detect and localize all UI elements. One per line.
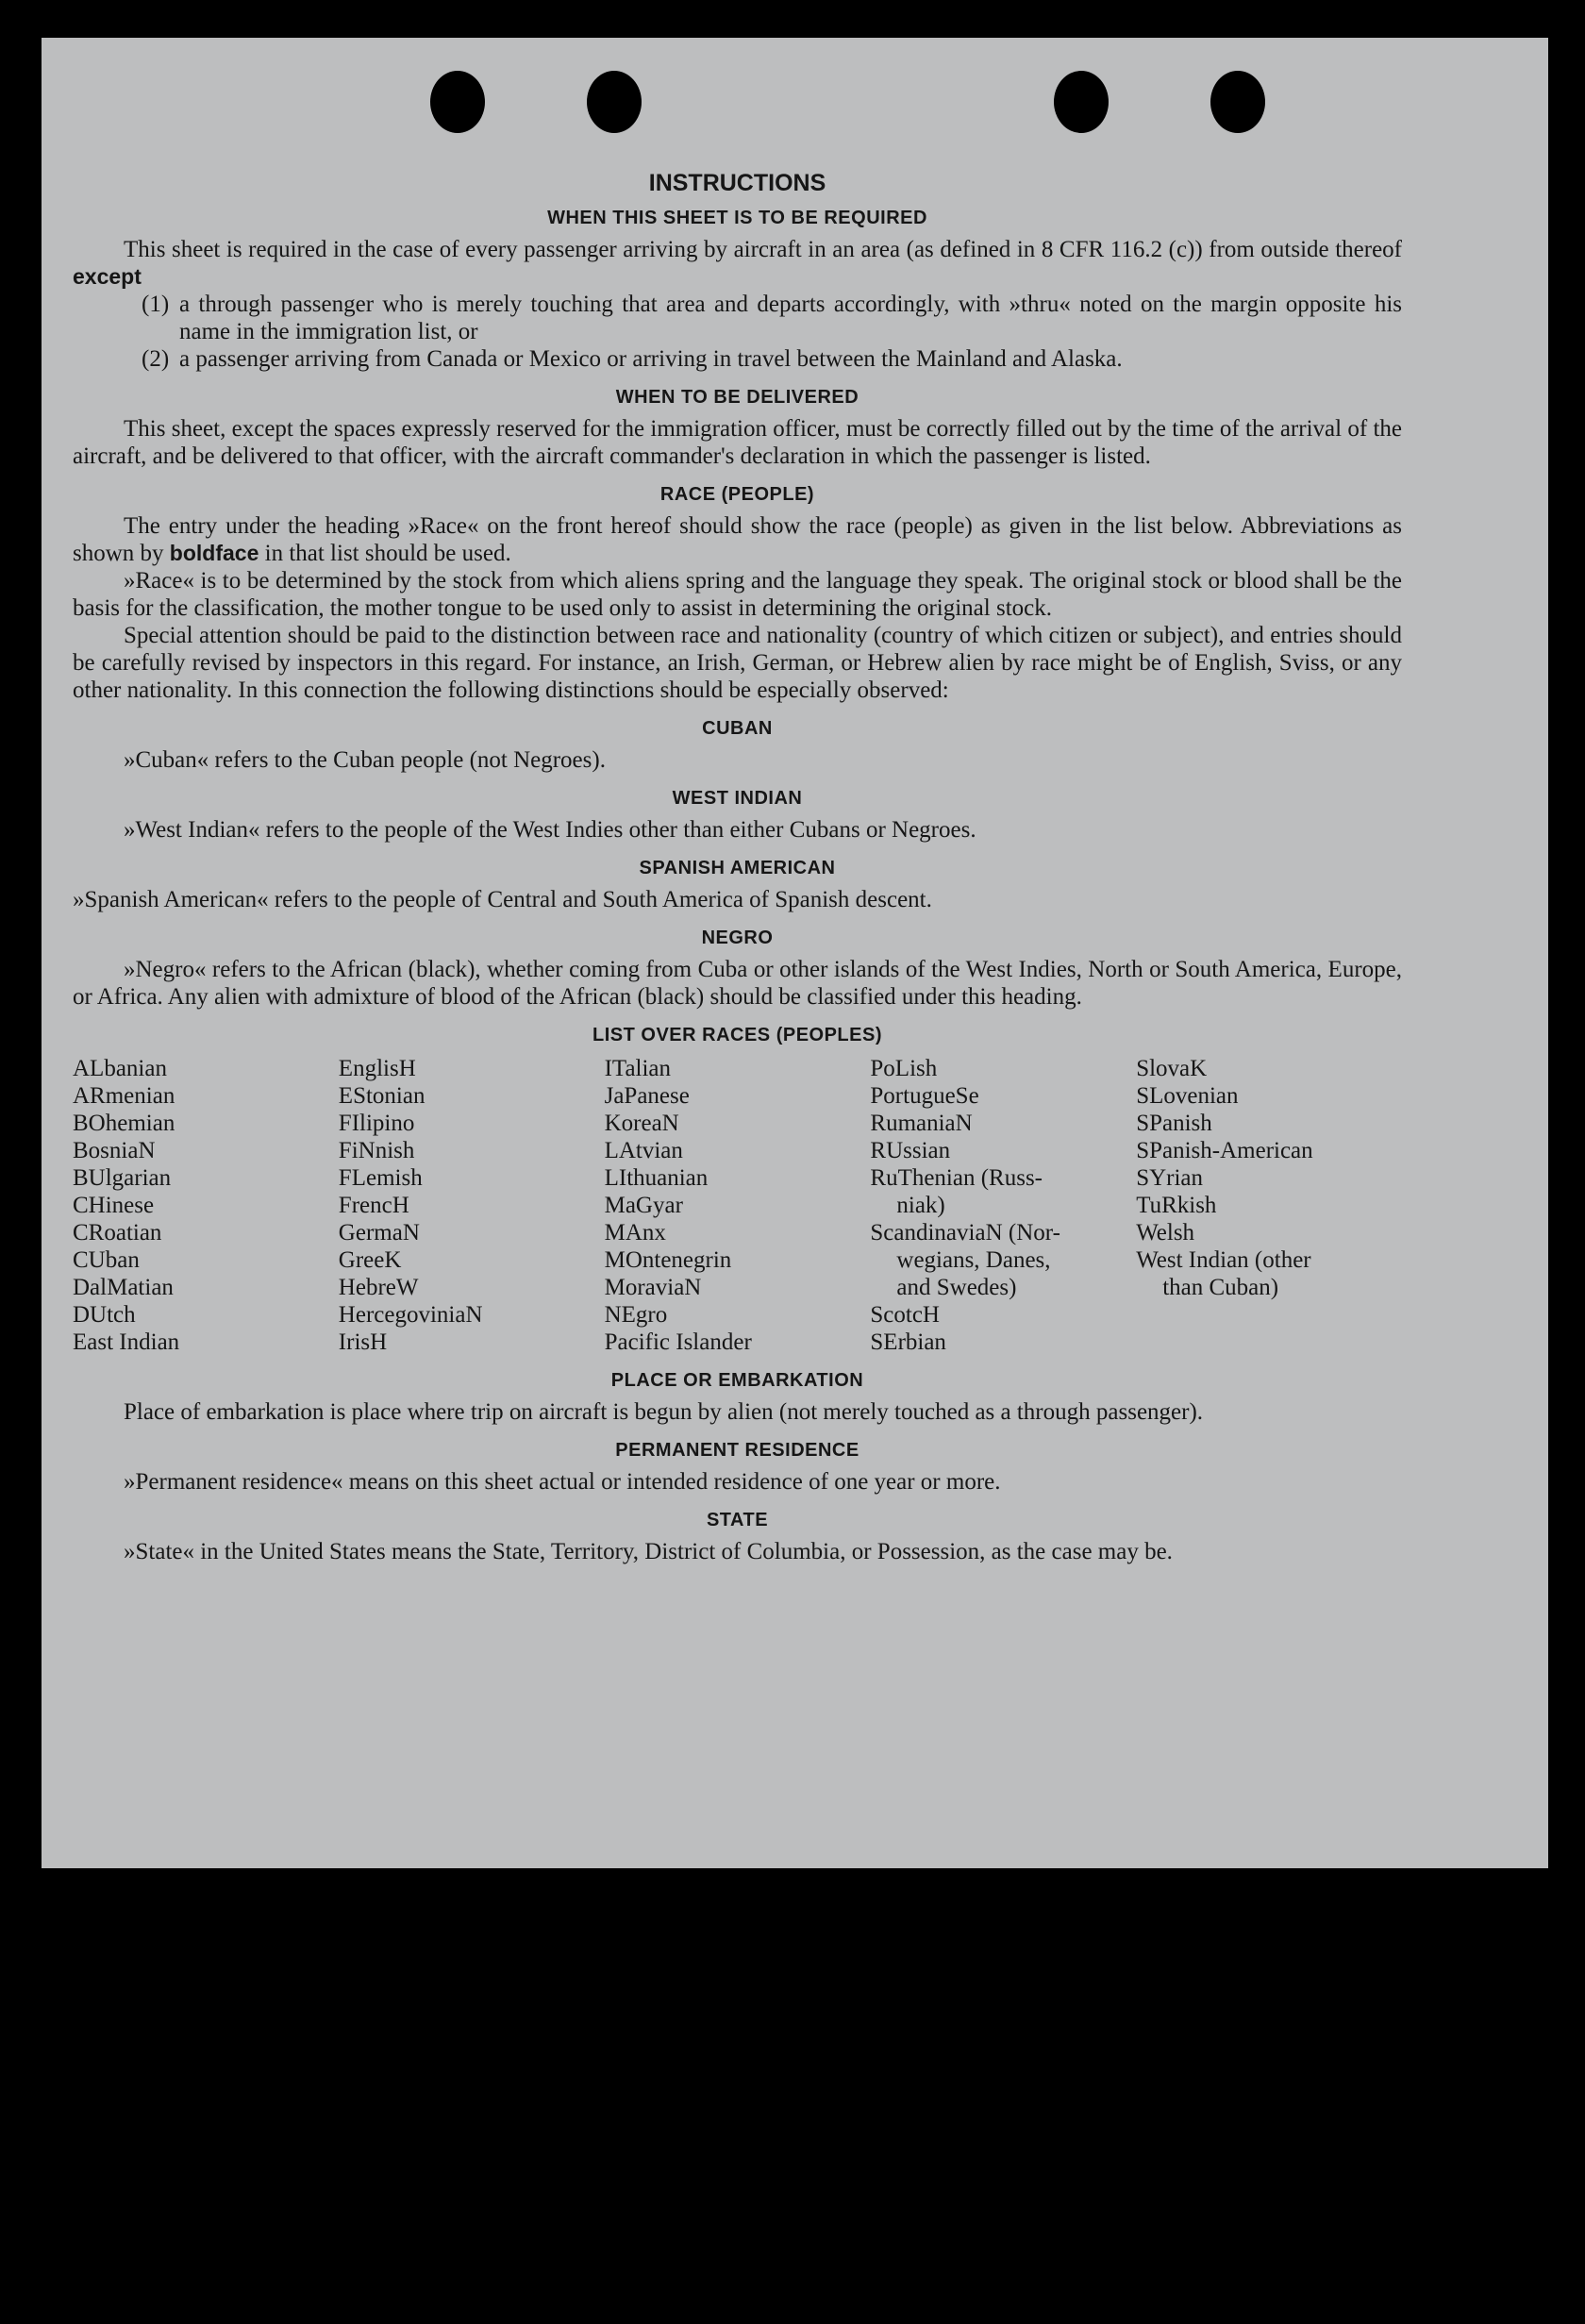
- exception-text: a through passenger who is merely touching that area and departs accordingly, with »thru« noted on the margin opposite his name in the immigration list, or: [179, 292, 1402, 344]
- punch-hole: [1054, 71, 1109, 133]
- race-entry: MoraviaN: [604, 1275, 702, 1300]
- race-entry: CUban: [73, 1247, 140, 1273]
- cuban-text: »Cuban« refers to the Cuban people (not Negroes).: [124, 747, 606, 773]
- race-entry: NEgro: [604, 1302, 668, 1328]
- race-p1-text-end: in that list should be used.: [259, 541, 511, 566]
- race-entry: BosniaN: [73, 1138, 156, 1163]
- race-entry: RumaniaN: [870, 1111, 973, 1136]
- required-intro-text: This sheet is required in the case of every passenger arriving by aircraft in an area (as defined in 8 CFR 116.2 (c)) from outside thereof: [124, 237, 1402, 262]
- west-indian-text: »West Indian« refers to the people of the West Indies other than either Cubans or Negroes.: [124, 817, 976, 843]
- section-heading-cuban: CUBAN: [702, 718, 773, 739]
- race-entry: GermaN: [338, 1220, 420, 1246]
- negro-text: »Negro« refers to the African (black), whether coming from Cuba or other islands of the West Indies, North or South America, Europe, or Africa. Any alien with admixture of blood of the African (black) should be classified under this heading.: [73, 957, 1402, 1010]
- section-heading-required: WHEN THIS SHEET IS TO BE REQUIRED: [547, 208, 927, 228]
- race-entry: RUssian: [870, 1138, 951, 1163]
- race-paragraph-2: »Race« is to be determined by the stock from which aliens spring and the language they speak. The original stock or blood shall be the basis for the classification, the mother tongue to be used only to assist in determining the original stock.: [73, 568, 1402, 621]
- race-entry: FiNnish: [338, 1138, 415, 1163]
- section-heading-residence: PERMANENT RESIDENCE: [615, 1440, 859, 1461]
- spanish-american-text: »Spanish American« refers to the people of Central and South America of Spanish descent.: [73, 887, 932, 912]
- race-entry: FrencH: [338, 1193, 409, 1218]
- race-entry: DUtch: [73, 1302, 136, 1328]
- section-heading-negro: NEGRO: [701, 928, 774, 948]
- race-entry: MaGyar: [604, 1193, 683, 1218]
- race-column: [73, 1055, 339, 1356]
- race-column: [605, 1055, 871, 1356]
- race-entry: RuThenian (Russ-: [870, 1165, 1043, 1191]
- required-intro: [73, 236, 1402, 291]
- race-entry: SPanish: [1136, 1111, 1212, 1136]
- race-entry: SErbian: [870, 1329, 946, 1355]
- document-sheet: [42, 38, 1548, 1868]
- race-entry: Pacific Islander: [604, 1329, 752, 1355]
- race-column: [870, 1055, 1136, 1356]
- race-column: [1136, 1055, 1402, 1356]
- race-entry: JaPanese: [604, 1083, 690, 1109]
- race-entry: LAtvian: [604, 1138, 683, 1163]
- race-entry: HebreW: [338, 1275, 419, 1300]
- race-entry: West Indian (other: [1136, 1247, 1311, 1273]
- race-entry: ScotcH: [870, 1302, 940, 1328]
- state-text: »State« in the United States means the State, Territory, District of Columbia, or Possession, as the case may be.: [124, 1539, 1173, 1564]
- residence-text: »Permanent residence« means on this sheet actual or intended residence of one year or more.: [124, 1469, 1001, 1495]
- race-entry: IrisH: [338, 1329, 388, 1355]
- race-entry: EnglisH: [338, 1056, 416, 1081]
- race-entry: KoreaN: [604, 1111, 679, 1136]
- punch-hole: [587, 71, 642, 133]
- section-heading-race-list: LIST OVER RACES (PEOPLES): [592, 1025, 882, 1045]
- race-entry: BUlgarian: [73, 1165, 172, 1191]
- race-entry: GreeK: [338, 1247, 402, 1273]
- race-entry: niak): [896, 1193, 945, 1218]
- section-heading-state: STATE: [706, 1510, 769, 1530]
- race-entry: SLovenian: [1136, 1083, 1239, 1109]
- race-entry: East Indian: [73, 1329, 180, 1355]
- race-entry: ScandinaviaN (Nor-: [870, 1220, 1060, 1246]
- race-entry: FIlipino: [338, 1111, 415, 1136]
- race-paragraph-3: Special attention should be paid to the distinction between race and nationality (country of which citizen or subject), and entries should be carefully revised by inspectors in this regard. For instance, an Irish, German, or Hebrew alien by race might be of English, Sviss, or any other nationality. In this connection the following distinctions should be especially observed:: [73, 623, 1402, 703]
- race-entry: SlovaK: [1136, 1056, 1208, 1081]
- section-heading-spanish-american: SPANISH AMERICAN: [639, 858, 836, 878]
- race-entry: SPanish-American: [1136, 1138, 1313, 1163]
- race-paragraph-1: [73, 512, 1402, 567]
- race-entry: PortugueSe: [870, 1083, 979, 1109]
- race-entry: MOntenegrin: [604, 1247, 732, 1273]
- race-entry: MAnx: [604, 1220, 666, 1246]
- exception-text: a passenger arriving from Canada or Mexico or arriving in travel between the Mainland and Alaska.: [179, 346, 1123, 372]
- section-heading-delivered: WHEN TO BE DELIVERED: [615, 387, 859, 408]
- section-heading-embarkation: PLACE OR EMBARKATION: [610, 1370, 864, 1391]
- exception-item-1: (1) a through passenger who is merely touching that area and departs accordingly, with »thru« noted on the margin opposite his name in the immigration list, or: [142, 292, 1402, 344]
- race-column: [339, 1055, 605, 1356]
- section-heading-race: RACE (PEOPLE): [659, 484, 815, 505]
- page-title: INSTRUCTIONS: [648, 170, 826, 196]
- race-entry: LIthuanian: [604, 1165, 709, 1191]
- instructions-content: [73, 170, 1402, 1565]
- race-list: [73, 1055, 1402, 1356]
- punch-hole: [430, 71, 485, 133]
- section-heading-west-indian: WEST INDIAN: [672, 788, 803, 809]
- embarkation-text: Place of embarkation is place where trip on aircraft is begun by alien (not merely touched as a through passenger).: [124, 1399, 1204, 1425]
- race-entry: TuRkish: [1136, 1193, 1217, 1218]
- race-entry: CHinese: [73, 1193, 155, 1218]
- race-entry: SYrian: [1136, 1165, 1204, 1191]
- race-p1-text: The entry under the heading »Race« on the front hereof should show the race (people) as given in the list below. Abbreviations as shown by: [73, 513, 1402, 566]
- race-entry: and Swedes): [896, 1275, 1017, 1300]
- race-entry: Welsh: [1136, 1220, 1195, 1246]
- race-entry: ARmenian: [73, 1083, 175, 1109]
- race-entry: DalMatian: [73, 1275, 174, 1300]
- race-p1-bold: boldface: [169, 541, 259, 565]
- punch-hole: [1210, 71, 1265, 133]
- required-intro-bold: except: [73, 264, 142, 289]
- race-entry: wegians, Danes,: [896, 1247, 1051, 1273]
- race-entry: EStonian: [338, 1083, 425, 1109]
- race-entry: than Cuban): [1162, 1275, 1279, 1300]
- exception-item-2: (2) a passenger arriving from Canada or Mexico or arriving in travel between the Mainland and Alaska.: [73, 345, 1402, 373]
- race-entry: PoLish: [870, 1056, 938, 1081]
- race-entry: CRoatian: [73, 1220, 162, 1246]
- race-entry: FLemish: [338, 1165, 423, 1191]
- race-entry: ALbanian: [73, 1056, 167, 1081]
- race-entry: BOhemian: [73, 1111, 175, 1136]
- race-entry: ITalian: [604, 1056, 672, 1081]
- race-entry: HercegoviniaN: [338, 1302, 483, 1328]
- delivered-text: This sheet, except the spaces expressly reserved for the immigration officer, must be correctly filled out by the time of the arrival of the aircraft, and be delivered to that officer, with the aircraft commander's declaration in which the passenger is listed.: [73, 416, 1402, 469]
